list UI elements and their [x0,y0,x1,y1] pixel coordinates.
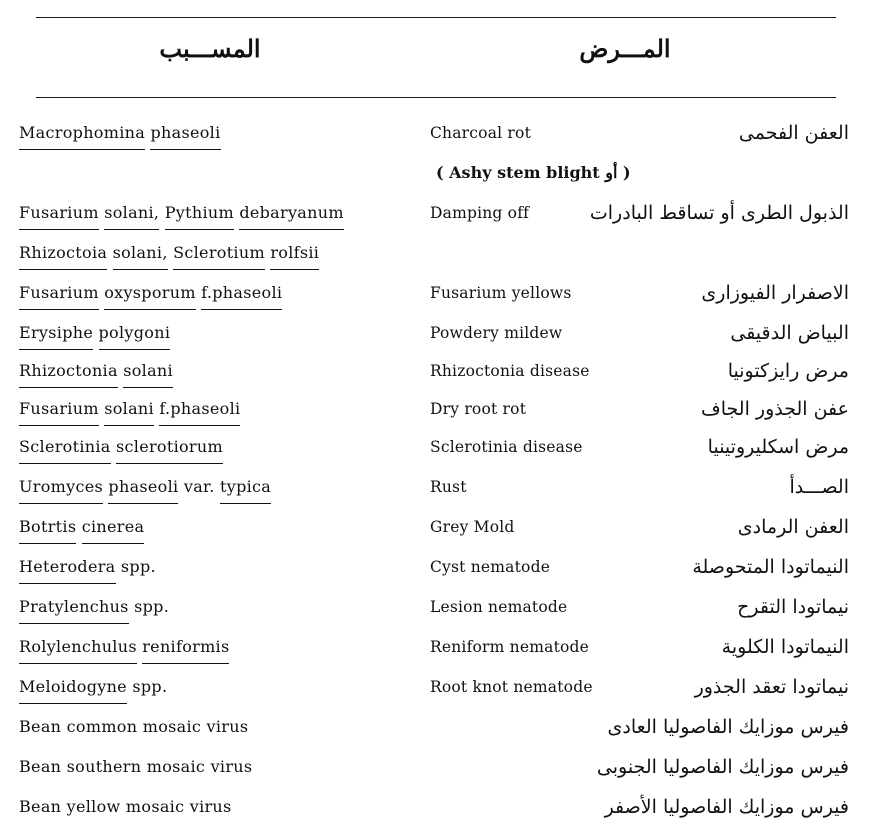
disease-name-arabic: العفن الفحمى [738,122,849,144]
causal-agent-word: Bean southern mosaic virus [19,757,253,776]
causal-agent-word: debaryanum [239,199,344,230]
disease-name-arabic: عفن الجذور الجاف [701,398,849,420]
table-row [0,279,871,319]
disease-name-english: Rhizoctonia disease [430,362,590,380]
causal-agent-word: spp. [132,677,168,696]
causal-agent-word: rolfsii [270,239,319,270]
causal-agent [19,713,248,743]
table-row [0,159,871,199]
causal-agent-word: spp. [120,557,156,576]
causal-agent-word: Pythium [165,199,234,230]
causal-agent-word: phaseoli [150,119,220,150]
table-row [0,357,871,397]
table-row [0,199,871,239]
disease-name-english: Fusarium yellows [430,284,572,302]
table-row [0,713,871,753]
table-row [0,395,871,435]
virus-name-arabic: فيرس موزايك الفاصوليا الأصفر [604,796,849,818]
header-rule [36,97,836,98]
causal-agent-word: Bean yellow mosaic virus [19,797,232,816]
causal-agent-word: Meloidogyne [19,673,127,704]
causal-agent [19,199,344,230]
disease-name-english: Root knot nematode [430,678,593,696]
table-row [0,319,871,359]
disease-name-arabic: النيماتودا المتحوصلة [692,556,849,578]
disease-name-arabic: الذبول الطرى أو تساقط البادرات [589,202,849,224]
causal-agent [19,473,271,504]
causal-agent [19,119,221,150]
causal-agent [19,753,252,783]
disease-name-english: Rust [430,478,467,496]
causal-agent-word: f.phaseoli [201,279,282,310]
causal-agent [19,673,167,704]
causal-agent-word: Uromyces [19,473,103,504]
causal-agent [19,513,144,544]
causal-agent-word: f.phaseoli [159,395,240,426]
causal-agent-word: Botrtis [19,513,76,544]
disease-name-arabic: الصـــدأ [789,476,849,498]
table-row [0,793,871,833]
causal-agent-word: Pratylenchus [19,593,129,624]
causal-agent-word: solani, [113,239,168,270]
disease-name-arabic: نيماتودا تعقد الجذور [694,676,849,698]
table-row [0,673,871,713]
causal-agent [19,793,232,823]
causal-agent-word: typica [220,473,271,504]
table-row [0,513,871,553]
causal-agent-word: sclerotiorum [116,433,223,464]
table-row [0,433,871,473]
disease-name-arabic: العفن الرمادى [737,516,849,538]
causal-agent [19,395,240,426]
disease-name-english: Damping off [430,204,530,222]
causal-agent-word: reniformis [142,633,229,664]
causal-agent-word: Sclerotium [173,239,265,270]
virus-name-arabic: فيرس موزايك الفاصوليا العادى [607,716,849,738]
disease-name-english: Dry root rot [430,400,527,418]
causal-agent-word: Fusarium [19,199,99,230]
table-row [0,753,871,793]
causal-agent-word: Fusarium [19,395,99,426]
causal-agent-word: oxysporum [104,279,196,310]
causal-agent-word: polygoni [99,319,171,350]
header-cause: المســـبب [159,34,261,63]
causal-agent [19,357,173,388]
causal-agent [19,633,229,664]
table-row [0,473,871,513]
causal-agent [19,279,282,310]
disease-name-arabic: نيماتودا التقرح [737,596,849,618]
causal-agent-word: Rhizoctonia [19,357,118,388]
causal-agent-word: Bean common mosaic virus [19,717,249,736]
causal-agent-word: Sclerotinia [19,433,111,464]
disease-name-arabic: النيماتودا الكلوية [721,636,849,658]
causal-agent [19,593,169,624]
causal-agent-word: Rhizoctoia [19,239,107,270]
disease-name-english: Charcoal rot [430,124,532,142]
causal-agent-word: cinerea [82,513,145,544]
disease-name-english: Powdery mildew [430,324,563,342]
header-disease: المـــرض [579,34,671,63]
causal-agent-word: Macrophomina [19,119,145,150]
disease-name-english: Reniform nematode [430,638,590,656]
table-row [0,119,871,159]
table-row [0,593,871,633]
alternate-disease-name: ( Ashy stem blight أو ) [436,163,631,182]
disease-name-english: Grey Mold [430,518,515,536]
causal-agent-word: solani, [104,199,159,230]
virus-name-arabic: فيرس موزايك الفاصوليا الجنوبى [596,756,849,778]
causal-agent-word: phaseoli [108,473,178,504]
causal-agent-word: Fusarium [19,279,99,310]
disease-name-arabic: البياض الدقيقى [730,322,849,344]
causal-agent-word: Heterodera [19,553,116,584]
causal-agent-word: Erysiphe [19,319,93,350]
top-rule [36,17,836,18]
causal-agent-word: Rolylenchulus [19,633,137,664]
disease-name-arabic: الاصفرار الفيوزارى [701,282,849,304]
causal-agent-word: solani [104,395,154,426]
causal-agent [19,553,156,584]
causal-agent-word: var. [183,477,215,496]
disease-name-english: Cyst nematode [430,558,551,576]
disease-name-arabic: مرض اسكليروتينيا [707,436,849,458]
causal-agent [19,433,223,464]
causal-agent-word: solani [123,357,173,388]
disease-name-english: Sclerotinia disease [430,438,583,456]
causal-agent [19,239,319,270]
table-row [0,633,871,673]
disease-name-english: Lesion nematode [430,598,568,616]
causal-agent-word: spp. [134,597,170,616]
disease-name-arabic: مرض رايزكتونيا [727,360,849,382]
table-row [0,239,871,279]
causal-agent [19,319,170,350]
table-row [0,553,871,593]
